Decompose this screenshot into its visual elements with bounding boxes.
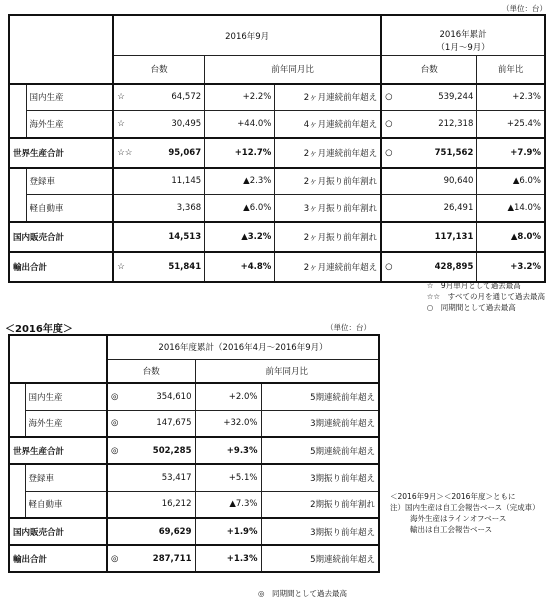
header-month: 2016年9月 [113, 15, 381, 56]
row-label: 軽自動車 [25, 491, 107, 518]
cum-pct-cell: ▲8.0% [477, 222, 545, 252]
pct-cell: +5.1% [195, 464, 261, 491]
col-yoy: 前年同月比 [195, 359, 379, 383]
pct-cell: +2.2% [205, 84, 275, 111]
record-icon: ☆ [117, 92, 125, 103]
pct-cell: +4.8% [205, 252, 275, 282]
fiscal-table [8, 334, 380, 573]
note-cell: 5期連続前年超え [261, 383, 379, 410]
row-label: 軽自動車 [26, 195, 113, 222]
record-icon: ☆☆ [117, 147, 133, 158]
units-value: 95,067 [168, 147, 202, 158]
note-cell: 3期振り前年超え [261, 464, 379, 491]
section-title: ＜2016年度＞ [5, 324, 73, 335]
units-cell: 11,145 [113, 168, 204, 195]
row-label: 世界生産合計 [9, 437, 107, 464]
cum-pct-cell: +3.2% [477, 252, 545, 282]
row-label: 国内販売合計 [9, 518, 107, 545]
pct-cell: +12.7% [205, 138, 275, 168]
pct-cell: +32.0% [195, 410, 261, 437]
row-label: 海外生産 [25, 410, 107, 437]
units-value: 30,495 [171, 118, 202, 129]
units-cell: 69,629 [107, 518, 195, 545]
cum-cell [381, 138, 477, 168]
row-label: 国内生産 [26, 84, 113, 111]
units-value: 287,711 [152, 553, 192, 564]
table-row [9, 410, 379, 437]
units-cell [107, 437, 195, 464]
row-label: 国内販売合計 [9, 222, 113, 252]
record-icon: ☆ [117, 118, 125, 129]
pct-cell: ▲3.2% [205, 222, 275, 252]
row-label: 輸出合計 [9, 545, 107, 572]
cum-pct-cell: ▲14.0% [477, 195, 545, 222]
pct-cell: ▲6.0% [205, 195, 275, 222]
units-value: 354,610 [156, 391, 192, 402]
pct-cell: ▲2.3% [205, 168, 275, 195]
cum-cell: 90,640 [381, 168, 477, 195]
units-cell: 53,417 [107, 464, 195, 491]
units-cell [107, 545, 195, 572]
col-yoy-cum: 前年比 [477, 56, 545, 84]
row-label: 海外生産 [26, 111, 113, 138]
footnote-line: ＜2016年9月＞＜2016年度＞ともに [390, 492, 516, 501]
table-row [9, 464, 379, 491]
note-cell: 3期連続前年超え [261, 410, 379, 437]
record-icon: ◎ [111, 445, 119, 456]
record-icon: ○ [385, 147, 393, 158]
corner-cell [9, 15, 113, 84]
legend-1 [427, 280, 545, 313]
cum-value: 212,318 [438, 118, 474, 129]
legend-double-star: ☆☆ すべての月を通じて過去最高 [426, 292, 545, 301]
corner-cell [9, 335, 107, 383]
cum-value: 751,562 [434, 147, 474, 158]
record-icon: ☆ [117, 261, 125, 272]
cum-pct-cell: ▲6.0% [477, 168, 545, 195]
footnote [390, 491, 540, 535]
note-cell: 2ヶ月連続前年超え [275, 138, 381, 168]
units-cell [113, 252, 204, 282]
legend-star: ☆ 9月単月として過去最高 [426, 281, 521, 290]
note-cell: 2ヶ月連続前年超え [275, 252, 381, 282]
header-cumulative [381, 15, 545, 56]
record-icon: ○ [385, 261, 393, 272]
pct-cell: +1.3% [195, 545, 261, 572]
indent-cell [9, 84, 26, 138]
row-label: 世界生産合計 [9, 138, 113, 168]
units-cell [113, 111, 204, 138]
cum-cell: 26,491 [381, 195, 477, 222]
row-label: 輸出合計 [9, 252, 113, 282]
legend-circle: ○ 同期間として過去最高 [426, 303, 516, 312]
table-row-total [9, 437, 379, 464]
units-cell [113, 138, 204, 168]
pct-cell: +1.9% [195, 518, 261, 545]
cum-value: 539,244 [438, 92, 474, 103]
note-cell: 3期振り前年超え [261, 518, 379, 545]
table-row [9, 84, 545, 111]
row-label: 国内生産 [25, 383, 107, 410]
footnote-line: 海外生産はラインオフベース [410, 514, 507, 523]
note-cell: 3ヶ月振り前年割れ [275, 195, 381, 222]
units-cell: 14,513 [113, 222, 204, 252]
record-icon: ◎ [111, 391, 119, 402]
indent-cell [9, 464, 25, 518]
unit-label-2: （単位：台） [326, 323, 371, 332]
table-row-total [9, 138, 545, 168]
table-row [9, 195, 545, 222]
cum-value: 428,895 [434, 261, 474, 272]
row-label: 登録車 [26, 168, 113, 195]
cum-pct-cell: +2.3% [477, 84, 545, 111]
cum-cell [381, 84, 477, 111]
pct-cell: +2.0% [195, 383, 261, 410]
pct-cell: ▲7.3% [195, 491, 261, 518]
note-cell: 2ヶ月連続前年超え [275, 84, 381, 111]
table-row-total [9, 518, 379, 545]
table-row-total [9, 222, 545, 252]
cum-pct-cell: +7.9% [477, 138, 545, 168]
indent-cell [9, 383, 25, 437]
table-row-total [9, 252, 545, 282]
col-yoy: 前年同月比 [205, 56, 382, 84]
record-icon: ◎ [111, 553, 119, 564]
unit-label-1: （単位：台） [502, 4, 547, 13]
monthly-table [8, 14, 546, 283]
pct-cell: +44.0% [205, 111, 275, 138]
col-units: 台数 [113, 56, 204, 84]
table-row [9, 168, 545, 195]
header-cumulative-text: 2016年累計 （1月〜9月） [436, 30, 490, 53]
note-cell: 5期連続前年超え [261, 545, 379, 572]
cum-pct-cell: +25.4% [477, 111, 545, 138]
units-cell: 16,212 [107, 491, 195, 518]
table-row [9, 111, 545, 138]
col-units: 台数 [107, 359, 195, 383]
table-row [9, 491, 379, 518]
note-cell: 2期振り前年割れ [261, 491, 379, 518]
note-cell: 4ヶ月連続前年超え [275, 111, 381, 138]
units-cell [107, 383, 195, 410]
note-cell: 5期連続前年超え [261, 437, 379, 464]
record-icon: ○ [385, 118, 393, 129]
table-row-total [9, 545, 379, 572]
units-cell [107, 410, 195, 437]
units-value: 147,675 [156, 418, 192, 429]
footnote-line: 注）国内生産は自工会報告ベース（完成車） [390, 503, 540, 512]
row-label: 登録車 [25, 464, 107, 491]
cum-cell [381, 252, 477, 282]
pct-cell: +9.3% [195, 437, 261, 464]
footnote-line: 輸出は自工会報告ベース [410, 525, 493, 534]
units-value: 502,285 [152, 445, 192, 456]
units-value: 51,841 [168, 261, 202, 272]
units-cell [113, 84, 204, 111]
cum-cell [381, 111, 477, 138]
units-value: 64,572 [171, 92, 202, 103]
record-icon: ◎ [111, 418, 119, 429]
table-row [9, 383, 379, 410]
col-units-cum: 台数 [381, 56, 477, 84]
note-cell: 2ヶ月振り前年割れ [275, 168, 381, 195]
cum-cell: 117,131 [381, 222, 477, 252]
record-icon: ○ [385, 92, 393, 103]
units-cell: 3,368 [113, 195, 204, 222]
header-fiscal-cum: 2016年度累計（2016年4月〜2016年9月） [107, 335, 379, 359]
legend-2: ◎ 同期間として過去最高 [258, 589, 348, 598]
indent-cell [9, 168, 26, 222]
note-cell: 2ヶ月振り前年割れ [275, 222, 381, 252]
